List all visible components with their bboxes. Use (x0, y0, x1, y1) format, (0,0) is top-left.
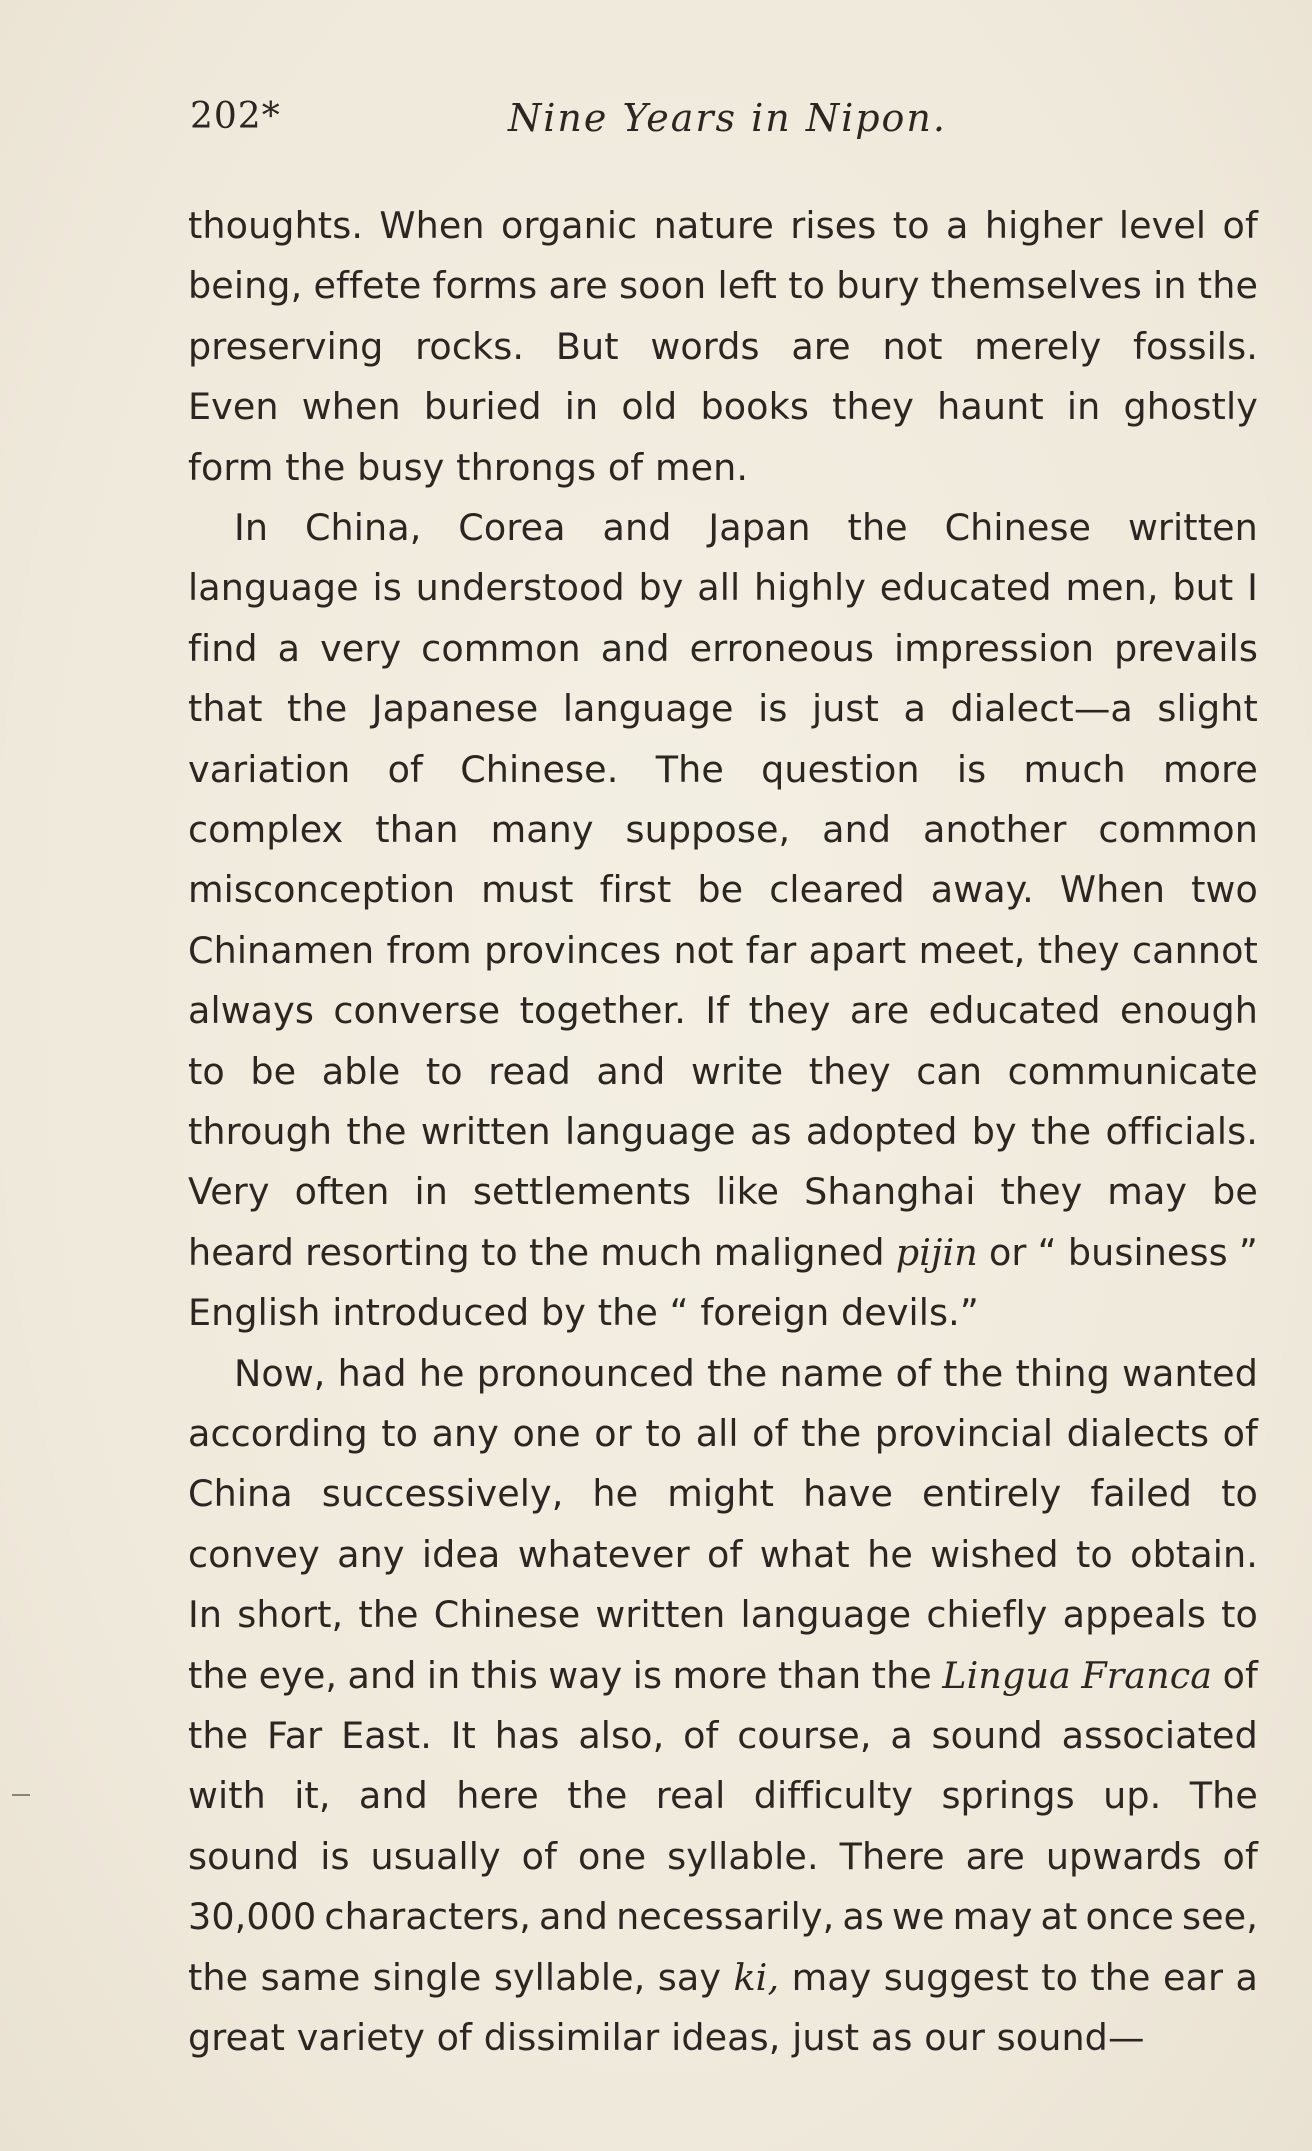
text-line: Chinamen from provinces not far apart meet, they cannot (188, 929, 1258, 972)
text-line: misconception must first be cleared away. When two (188, 868, 1258, 911)
text-line: great variety of dissimilar ideas, just as our sound— (188, 2016, 1145, 2059)
text-line: find a very common and erroneous impression prevails (188, 627, 1258, 670)
text-line: 30,000 characters, and necessarily, as we may at once see, (188, 1895, 1258, 1938)
text-line: according to any one or to all of the provincial dialects of (188, 1412, 1258, 1455)
text-line: sound is usually of one syllable. There are upwards of (188, 1835, 1258, 1878)
running-head: Nine Years in Nipon. (508, 96, 947, 140)
text-line: convey any idea whatever of what he wished to obtain. (188, 1533, 1258, 1576)
text-line: In short, the Chinese written language chiefly appeals to (188, 1593, 1258, 1636)
text-line: variation of Chinese. The question is much more (188, 748, 1258, 791)
text-line: Now, had he pronounced the name of the thing wanted (234, 1352, 1258, 1395)
page-header (190, 96, 1260, 156)
text-line: Very often in settlements like Shanghai they may be (188, 1170, 1258, 1213)
text-line: that the Japanese language is just a dialect—a slight (188, 687, 1258, 730)
text-line: preserving rocks. But words are not merely fossils. (188, 325, 1258, 368)
text-line: complex than many suppose, and another common (188, 808, 1258, 851)
text-line: being, effete forms are soon left to bury themselves in the (188, 264, 1258, 307)
margin-mark (12, 1794, 30, 1796)
text-line: form the busy throngs of men. (188, 446, 749, 489)
text-line: language is understood by all highly educated men, but I (188, 566, 1258, 609)
text-line: through the written language as adopted by the officials. (188, 1110, 1258, 1153)
text-line: heard resorting to the much maligned pijin or “ business ” (188, 1231, 1258, 1274)
text-line: Even when buried in old books they haunt in ghostly (188, 385, 1258, 428)
page-number: 202* (190, 96, 281, 137)
text-line: the same single syllable, say ki, may suggest to the ear a (188, 1956, 1258, 1999)
text-line: with it, and here the real difficulty springs up. The (188, 1774, 1258, 1817)
text-line: In China, Corea and Japan the Chinese written (234, 506, 1258, 549)
text-line: thoughts. When organic nature rises to a higher level of (188, 204, 1258, 247)
text-line: always converse together. If they are educated enough (188, 989, 1258, 1032)
text-line: the Far East. It has also, of course, a sound associated (188, 1714, 1258, 1757)
text-line: to be able to read and write they can communicate (188, 1050, 1258, 1093)
text-line: the eye, and in this way is more than the Lingua Franca of (188, 1654, 1258, 1697)
text-line: China successively, he might have entirely failed to (188, 1472, 1258, 1515)
text-line: English introduced by the “ foreign devils.” (188, 1291, 979, 1334)
